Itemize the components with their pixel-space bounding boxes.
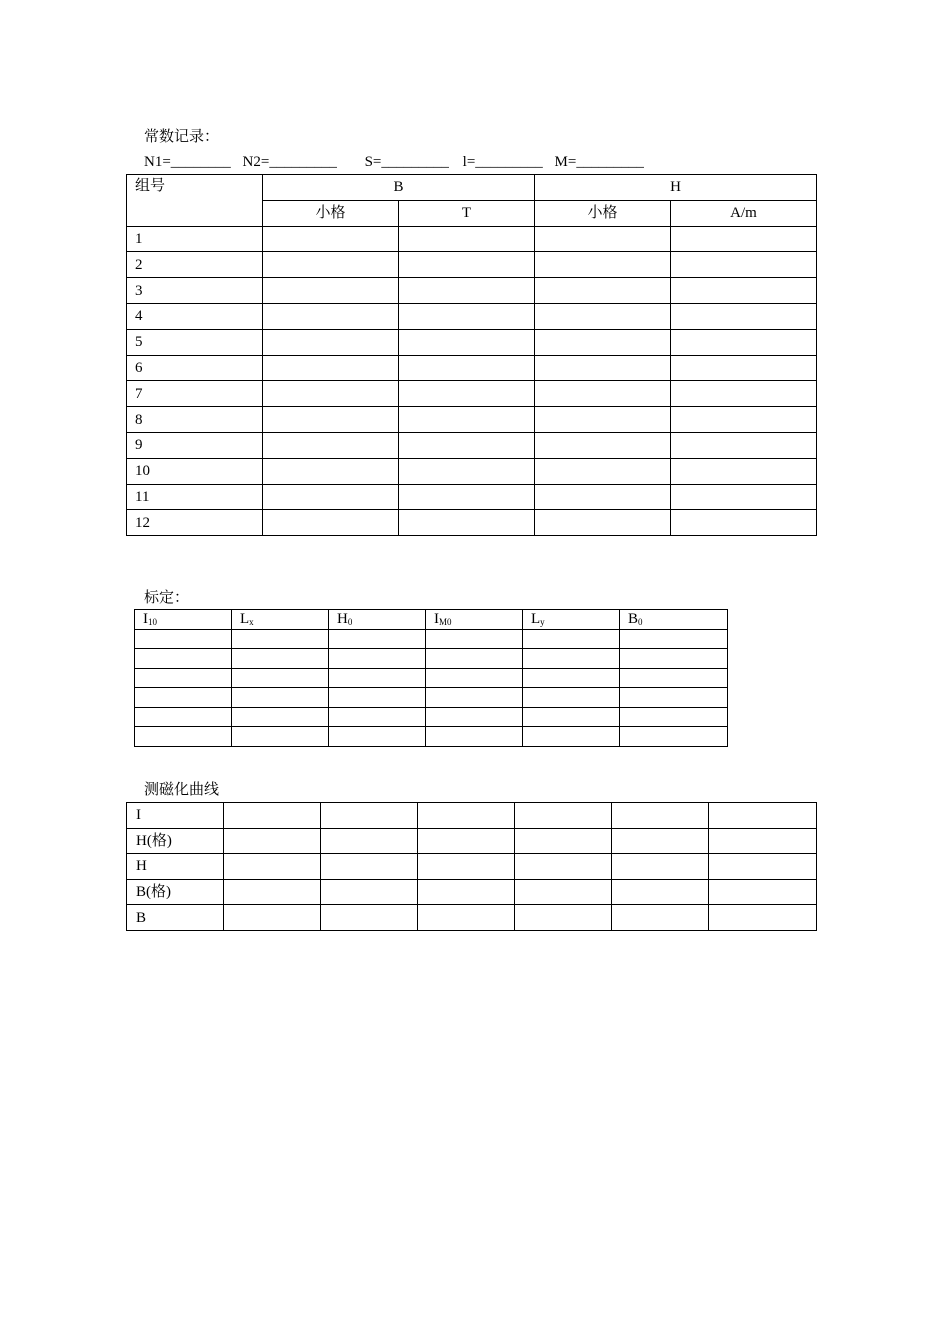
empty-cell xyxy=(418,905,515,931)
empty-cell xyxy=(426,629,523,649)
header-subscript: 0 xyxy=(347,617,353,628)
empty-cell xyxy=(135,668,232,688)
empty-cell xyxy=(135,629,232,649)
header-subscript: x xyxy=(249,617,254,628)
empty-cell xyxy=(612,905,709,931)
header-symbol: L xyxy=(240,611,250,628)
calibration-header-cell xyxy=(620,610,728,630)
empty-cell xyxy=(135,649,232,669)
empty-cell xyxy=(671,226,817,252)
constants-line xyxy=(144,153,644,171)
table-row xyxy=(127,407,817,433)
empty-cell xyxy=(418,879,515,905)
empty-cell xyxy=(399,303,535,329)
table-row xyxy=(127,329,817,355)
table-row xyxy=(127,879,817,905)
empty-cell xyxy=(224,879,321,905)
group-number: 9 xyxy=(127,432,263,458)
group-number: 12 xyxy=(127,510,263,536)
empty-cell xyxy=(709,854,817,880)
empty-cell xyxy=(232,727,329,747)
header-symbol: I xyxy=(434,611,439,628)
table-row xyxy=(127,252,817,278)
empty-cell xyxy=(329,727,426,747)
empty-cell xyxy=(671,484,817,510)
table-row xyxy=(127,303,817,329)
row-label: B(格) xyxy=(127,879,224,905)
empty-cell xyxy=(523,629,620,649)
empty-cell xyxy=(418,803,515,829)
empty-cell xyxy=(535,458,671,484)
empty-cell xyxy=(671,432,817,458)
header-symbol: H xyxy=(337,611,348,628)
table-row xyxy=(127,803,817,829)
empty-cell xyxy=(671,510,817,536)
group-number: 8 xyxy=(127,407,263,433)
empty-cell xyxy=(135,707,232,727)
empty-cell xyxy=(535,329,671,355)
header-symbol: I xyxy=(143,611,148,628)
table-row xyxy=(127,854,817,880)
constant-m: M=_________ xyxy=(554,154,644,170)
group-number: 4 xyxy=(127,303,263,329)
header-h-unit: A/m xyxy=(671,200,817,226)
empty-cell xyxy=(620,668,728,688)
table-row xyxy=(127,484,817,510)
empty-cell xyxy=(515,828,612,854)
header-subscript: 10 xyxy=(148,617,157,628)
calibration-title: 标定： xyxy=(144,590,190,606)
row-label: H xyxy=(127,854,224,880)
empty-cell xyxy=(263,252,399,278)
calibration-table xyxy=(134,609,728,747)
empty-cell xyxy=(329,707,426,727)
table-row xyxy=(127,381,817,407)
table-row xyxy=(127,905,817,931)
table-row xyxy=(127,226,817,252)
empty-cell xyxy=(426,707,523,727)
constant-n1: N1=________ xyxy=(144,154,231,170)
empty-cell xyxy=(535,484,671,510)
empty-cell xyxy=(709,828,817,854)
group-number: 2 xyxy=(127,252,263,278)
magnetization-title: 测磁化曲线 xyxy=(144,782,220,798)
empty-cell xyxy=(671,303,817,329)
table-row xyxy=(135,707,728,727)
empty-cell xyxy=(426,668,523,688)
empty-cell xyxy=(263,432,399,458)
row-label: B xyxy=(127,905,224,931)
empty-cell xyxy=(709,905,817,931)
empty-cell xyxy=(263,278,399,304)
empty-cell xyxy=(523,727,620,747)
table-row xyxy=(135,629,728,649)
empty-cell xyxy=(620,727,728,747)
table-row xyxy=(135,649,728,669)
table-row xyxy=(127,278,817,304)
empty-cell xyxy=(399,458,535,484)
empty-cell xyxy=(535,226,671,252)
table-row xyxy=(135,688,728,708)
empty-cell xyxy=(329,668,426,688)
empty-cell xyxy=(612,803,709,829)
table-row xyxy=(135,727,728,747)
empty-cell xyxy=(232,649,329,669)
header-b: B xyxy=(263,175,535,201)
header-b-unit: T xyxy=(399,200,535,226)
calibration-header-cell xyxy=(426,610,523,630)
empty-cell xyxy=(263,226,399,252)
empty-cell xyxy=(321,854,418,880)
empty-cell xyxy=(263,303,399,329)
empty-cell xyxy=(399,510,535,536)
empty-cell xyxy=(671,329,817,355)
empty-cell xyxy=(612,828,709,854)
table-row xyxy=(127,432,817,458)
record-table xyxy=(126,174,817,536)
empty-cell xyxy=(399,432,535,458)
empty-cell xyxy=(612,854,709,880)
constant-n2: N2=_________ xyxy=(242,154,337,170)
empty-cell xyxy=(426,727,523,747)
empty-cell xyxy=(535,381,671,407)
calibration-header-cell xyxy=(232,610,329,630)
empty-cell xyxy=(263,381,399,407)
header-symbol: L xyxy=(531,611,541,628)
table-row xyxy=(127,355,817,381)
empty-cell xyxy=(671,407,817,433)
group-number: 3 xyxy=(127,278,263,304)
empty-cell xyxy=(135,688,232,708)
constants-title: 常数记录： xyxy=(144,129,220,145)
empty-cell xyxy=(515,803,612,829)
empty-cell xyxy=(224,905,321,931)
table-row xyxy=(127,828,817,854)
header-h: H xyxy=(535,175,817,201)
empty-cell xyxy=(671,355,817,381)
header-b-cell: 小格 xyxy=(263,200,399,226)
empty-cell xyxy=(399,226,535,252)
empty-cell xyxy=(671,252,817,278)
empty-cell xyxy=(399,355,535,381)
group-number: 5 xyxy=(127,329,263,355)
header-subscript: 0 xyxy=(638,617,643,628)
empty-cell xyxy=(224,828,321,854)
empty-cell xyxy=(418,854,515,880)
empty-cell xyxy=(329,629,426,649)
empty-cell xyxy=(515,879,612,905)
empty-cell xyxy=(709,879,817,905)
magnetization-table-body xyxy=(127,803,817,931)
header-subscript: M0 xyxy=(439,617,452,628)
empty-cell xyxy=(232,629,329,649)
empty-cell xyxy=(321,905,418,931)
empty-cell xyxy=(620,649,728,669)
empty-cell xyxy=(263,407,399,433)
empty-cell xyxy=(399,278,535,304)
empty-cell xyxy=(671,381,817,407)
empty-cell xyxy=(224,803,321,829)
empty-cell xyxy=(232,668,329,688)
empty-cell xyxy=(224,854,321,880)
empty-cell xyxy=(263,510,399,536)
magnetization-table xyxy=(126,802,817,931)
empty-cell xyxy=(418,828,515,854)
empty-cell xyxy=(523,688,620,708)
record-table-body xyxy=(127,226,817,536)
empty-cell xyxy=(321,803,418,829)
header-subscript: y xyxy=(540,617,545,628)
empty-cell xyxy=(263,458,399,484)
constant-s: S=_________ xyxy=(364,154,449,170)
empty-cell xyxy=(620,707,728,727)
header-group-number: 组号 xyxy=(127,175,263,227)
empty-cell xyxy=(263,355,399,381)
table-row xyxy=(127,510,817,536)
calibration-table-body xyxy=(135,629,728,746)
empty-cell xyxy=(329,649,426,669)
empty-cell xyxy=(321,879,418,905)
group-number: 10 xyxy=(127,458,263,484)
empty-cell xyxy=(620,629,728,649)
empty-cell xyxy=(399,484,535,510)
header-h-cell: 小格 xyxy=(535,200,671,226)
empty-cell xyxy=(515,905,612,931)
empty-cell xyxy=(671,458,817,484)
empty-cell xyxy=(535,355,671,381)
empty-cell xyxy=(329,688,426,708)
header-symbol: B xyxy=(628,611,639,628)
empty-cell xyxy=(535,252,671,278)
empty-cell xyxy=(535,303,671,329)
calibration-header-cell xyxy=(523,610,620,630)
group-number: 6 xyxy=(127,355,263,381)
empty-cell xyxy=(523,707,620,727)
empty-cell xyxy=(263,329,399,355)
empty-cell xyxy=(232,688,329,708)
table-row xyxy=(127,458,817,484)
empty-cell xyxy=(426,688,523,708)
empty-cell xyxy=(399,407,535,433)
empty-cell xyxy=(523,649,620,669)
empty-cell xyxy=(535,510,671,536)
empty-cell xyxy=(523,668,620,688)
group-number: 11 xyxy=(127,484,263,510)
empty-cell xyxy=(426,649,523,669)
empty-cell xyxy=(709,803,817,829)
constant-l: l=_________ xyxy=(462,154,543,170)
empty-cell xyxy=(232,707,329,727)
empty-cell xyxy=(620,688,728,708)
empty-cell xyxy=(321,828,418,854)
row-label: I xyxy=(127,803,224,829)
group-number: 7 xyxy=(127,381,263,407)
empty-cell xyxy=(612,879,709,905)
calibration-header-cell xyxy=(135,610,232,630)
empty-cell xyxy=(399,329,535,355)
empty-cell xyxy=(535,278,671,304)
empty-cell xyxy=(135,727,232,747)
calibration-header-cell xyxy=(329,610,426,630)
group-number: 1 xyxy=(127,226,263,252)
empty-cell xyxy=(399,252,535,278)
row-label: H(格) xyxy=(127,828,224,854)
empty-cell xyxy=(535,407,671,433)
empty-cell xyxy=(535,432,671,458)
table-row xyxy=(135,668,728,688)
calibration-header-row xyxy=(135,610,728,630)
empty-cell xyxy=(671,278,817,304)
empty-cell xyxy=(399,381,535,407)
empty-cell xyxy=(515,854,612,880)
empty-cell xyxy=(263,484,399,510)
